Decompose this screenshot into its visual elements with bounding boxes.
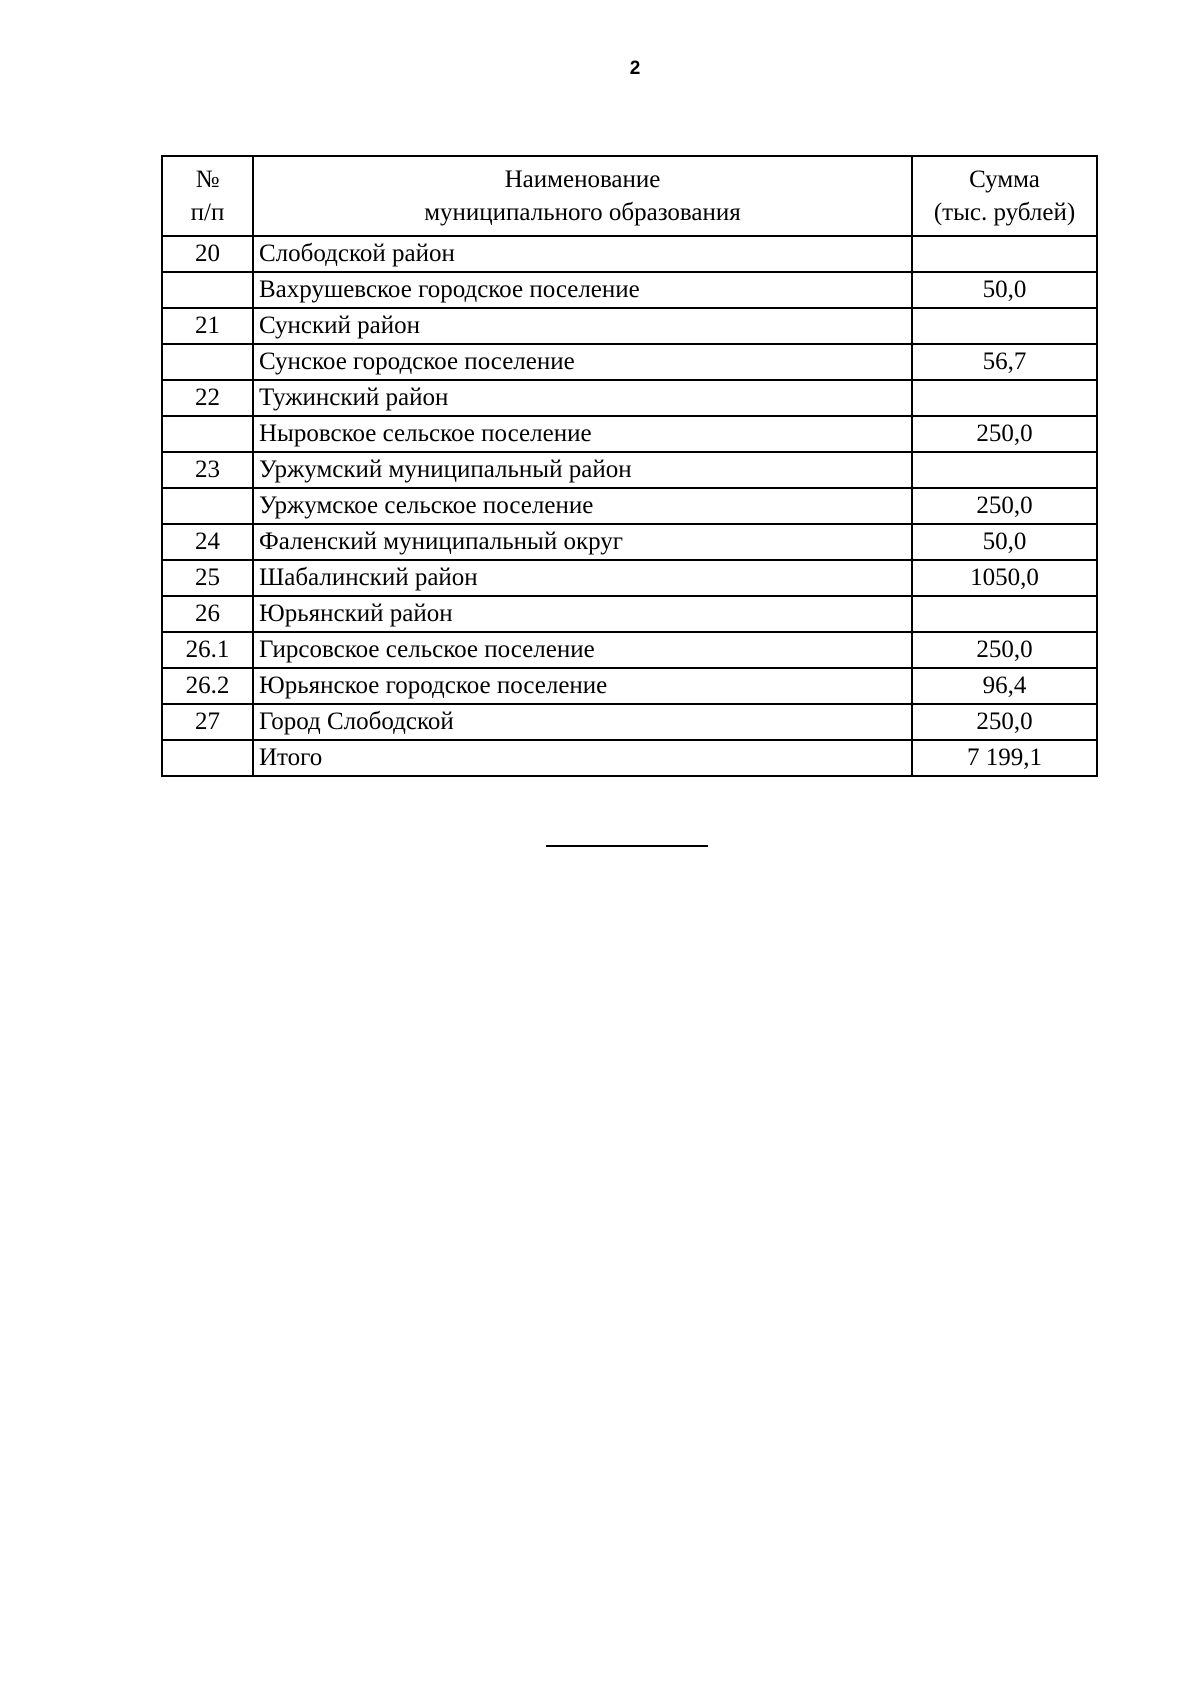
header-number-line-1: № [195, 166, 220, 193]
row-sum: 50,0 [912, 524, 1097, 560]
row-sum [912, 452, 1097, 488]
header-number-line-2: п/п [190, 199, 225, 226]
row-name: Город Слободской [253, 704, 912, 740]
row-number: 26 [162, 596, 253, 632]
row-sum [912, 236, 1097, 272]
row-name: Тужинский район [253, 380, 912, 416]
row-number: 26.2 [162, 668, 253, 704]
row-name: Уржумское сельское поселение [253, 488, 912, 524]
header-name-line-1: Наименование [504, 166, 661, 193]
total-number [162, 740, 253, 776]
row-sum: 250,0 [912, 704, 1097, 740]
row-sum [912, 380, 1097, 416]
table-row [162, 560, 1097, 596]
row-sum: 250,0 [912, 632, 1097, 668]
row-name: Слободской район [253, 236, 912, 272]
allocation-table [161, 155, 1098, 777]
table-header-row [162, 156, 1097, 236]
row-sum: 1050,0 [912, 560, 1097, 596]
table-row [162, 704, 1097, 740]
row-name: Юрьянское городское поселение [253, 668, 912, 704]
row-name: Шабалинский район [253, 560, 912, 596]
header-name [253, 156, 912, 236]
row-sum: 50,0 [912, 272, 1097, 308]
table-row [162, 308, 1097, 344]
row-number: 21 [162, 308, 253, 344]
total-sum: 7 199,1 [912, 740, 1097, 776]
row-number: 26.1 [162, 632, 253, 668]
row-sum: 96,4 [912, 668, 1097, 704]
row-name: Уржумский муниципальный район [253, 452, 912, 488]
table-row [162, 668, 1097, 704]
end-of-document-rule [546, 845, 708, 847]
row-number [162, 344, 253, 380]
row-number: 22 [162, 380, 253, 416]
table-row [162, 596, 1097, 632]
page-number: 2 [629, 58, 641, 79]
table-row [162, 344, 1097, 380]
row-number: 20 [162, 236, 253, 272]
row-sum: 250,0 [912, 488, 1097, 524]
row-name: Ныровское сельское поселение [253, 416, 912, 452]
total-label: Итого [253, 740, 912, 776]
row-sum [912, 308, 1097, 344]
row-number: 24 [162, 524, 253, 560]
row-number: 23 [162, 452, 253, 488]
row-number: 27 [162, 704, 253, 740]
table-row [162, 524, 1097, 560]
total-row [162, 740, 1097, 776]
row-name: Сунское городское поселение [253, 344, 912, 380]
row-name: Вахрушевское городское поселение [253, 272, 912, 308]
row-number: 25 [162, 560, 253, 596]
table-row [162, 632, 1097, 668]
header-name-line-2: муниципального образования [424, 199, 741, 226]
table-row [162, 236, 1097, 272]
table-row [162, 452, 1097, 488]
row-name: Фаленский муниципальный округ [253, 524, 912, 560]
row-name: Юрьянский район [253, 596, 912, 632]
header-sum-line-1: Сумма [969, 166, 1040, 193]
row-number [162, 416, 253, 452]
table-row [162, 416, 1097, 452]
row-name: Сунский район [253, 308, 912, 344]
table-row [162, 272, 1097, 308]
table-row [162, 380, 1097, 416]
row-sum [912, 596, 1097, 632]
header-number [162, 156, 253, 236]
row-sum: 250,0 [912, 416, 1097, 452]
row-number [162, 488, 253, 524]
row-sum: 56,7 [912, 344, 1097, 380]
header-sum-line-2: (тыс. рублей) [933, 199, 1076, 226]
row-number [162, 272, 253, 308]
header-sum [912, 156, 1097, 236]
table-row [162, 488, 1097, 524]
row-name: Гирсовское сельское поселение [253, 632, 912, 668]
